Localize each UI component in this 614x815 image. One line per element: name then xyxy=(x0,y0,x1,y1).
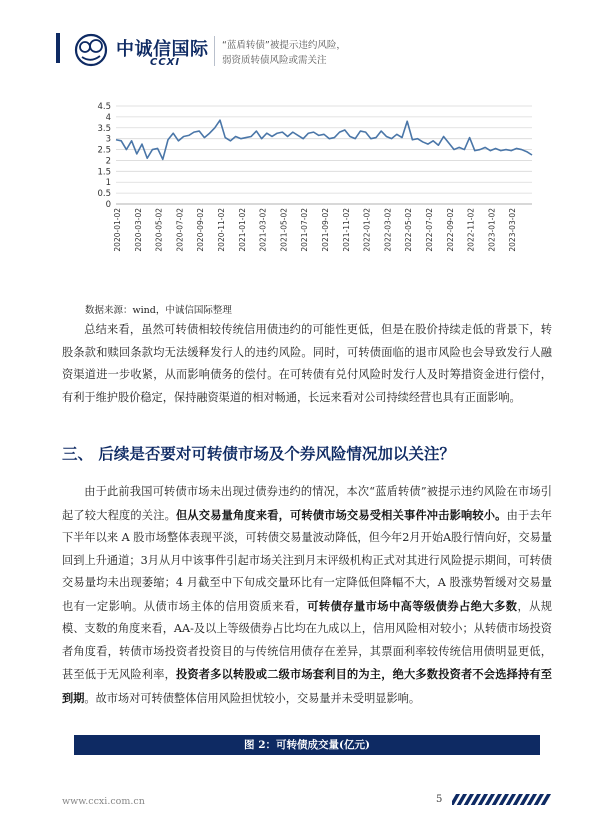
y-tick-label: 3.5 xyxy=(97,123,111,134)
line-chart xyxy=(84,96,540,311)
data-source: 数据来源：wind，中诚信国际整理 xyxy=(85,305,232,316)
x-tick-label: 2020-01-02 xyxy=(113,208,122,252)
x-tick-label: 2021-05-02 xyxy=(279,208,289,252)
analysis-bold-1: 但从交易量角度来看，可转债市场交易受相关事件冲击影响较小。 xyxy=(176,507,507,522)
footer-stripes xyxy=(452,793,554,805)
y-tick-label: 3 xyxy=(105,134,111,145)
x-tick-label: 2020-11-02 xyxy=(217,208,226,252)
figure-caption: 图 2：可转债成交量(亿元) xyxy=(74,735,540,755)
x-tick-label: 2021-07-02 xyxy=(300,208,310,252)
header-divider xyxy=(214,36,215,66)
x-tick-label: 2022-09-02 xyxy=(445,208,455,252)
analysis-text-2: 由于去年下半年以来 A 股市场整体表现平淡，可转债交易量波动降低，但今年2月开始A股行情向好，交易量回到上升通道；3月从月中该事件引起市场关注到月末评级机构正式对其进行风险提示期间，可转债交易量均未出现萎缩；4 月截至中下旬成交量环比有一定降低但降幅不大，A 股涨势暂缓对交易量也有一定影响。从债市场主体的信用资质来看， xyxy=(62,508,552,613)
x-tick-label: 2022-07-02 xyxy=(425,208,434,252)
section-title: 三、 后续是否要对可转债市场及个券风险情况加以关注？ xyxy=(62,445,455,463)
analysis-text-4: 。故市场对可转债整体信用风险担忧较小，交易量并未受明显影响。 xyxy=(84,691,421,705)
x-tick-label: 2022-03-02 xyxy=(383,208,393,252)
x-tick-label: 2021-11-02 xyxy=(341,208,351,252)
series-line xyxy=(116,120,532,159)
y-tick-label: 2.5 xyxy=(97,145,111,156)
ccxi-logo-icon xyxy=(70,30,112,70)
x-tick-label: 2021-01-02 xyxy=(237,208,247,252)
chart-svg xyxy=(84,96,540,311)
analysis-text-1: 由于此前我国可转债市场未出现过债券违约的情况，本次“蓝盾转债”被提示违约风险在市场引起了较大程度的关注。 xyxy=(62,485,552,522)
x-tick-label: 2021-03-02 xyxy=(258,208,268,252)
summary-paragraph xyxy=(62,319,552,409)
analysis-paragraph xyxy=(62,481,552,710)
x-tick-label: 2020-07-02 xyxy=(175,208,185,252)
page-header xyxy=(0,0,614,80)
footer-url: www.ccxi.com.cn xyxy=(62,796,145,807)
summary-text: 总结来看，虽然可转债相较传统信用债违约的可能性更低，但是在股价持续走低的背景下，转股条款和赎回条款均无法缓释发行人的违约风险。同时，可转债面临的退市风险也会导致发行人融资渠道进一步收紧，从而影响债务的偿付。在可转债有兑付风险时发行人及时筹措资金进行偿付，有利于维护股价稳定，保持融资渠道的相对畅通，长远来看对公司持续经营也具有正面影响。 xyxy=(62,323,552,404)
header-accent-bar xyxy=(56,33,60,63)
y-tick-label: 0 xyxy=(105,200,111,210)
x-tick-label: 2020-09-02 xyxy=(196,208,206,252)
y-tick-label: 1.5 xyxy=(97,167,111,178)
analysis-text-3: ，从规模、支数的角度来看，AA-及以上等级债券占比均在九成以上，信用风险相对较小；从转债市场投资者角度看，转债市场投资者投资目的与传统信用债存在差异，其票面利率较传统信用债明显更低，甚至低于无风险利率， xyxy=(62,599,552,681)
x-tick-label: 2022-11-02 xyxy=(466,208,476,252)
header-subtitle-line2: 弱资质转债风险或需关注 xyxy=(222,55,327,66)
analysis-bold-3: 投资者多以转股或二级市场套利目的为主，绝大多数投资者不会选择持有至到期 xyxy=(62,667,552,705)
y-tick-label: 4.5 xyxy=(97,102,111,112)
header-subtitle-line1: “蓝盾转债”被提示违约风险， xyxy=(222,40,346,51)
x-tick-label: 2020-03-02 xyxy=(133,208,143,252)
x-tick-label: 2023-01-02 xyxy=(487,208,497,252)
y-tick-label: 1 xyxy=(105,178,111,189)
header-subtitle xyxy=(222,38,346,68)
logo-text-cn: 中诚信国际 xyxy=(116,39,209,60)
logo-text-en: CCXI xyxy=(150,57,181,68)
x-tick-label: 2022-05-02 xyxy=(404,208,414,252)
y-tick-label: 0.5 xyxy=(97,189,111,200)
x-tick-label: 2022-01-02 xyxy=(362,208,372,252)
x-tick-label: 2021-09-02 xyxy=(321,208,330,252)
y-tick-label: 2 xyxy=(105,156,111,167)
analysis-bold-2: 可转债存量市场中高等级债券占绝大多数 xyxy=(307,598,518,613)
page-number: 5 xyxy=(436,794,443,805)
x-tick-label: 2020-05-02 xyxy=(154,208,164,252)
x-tick-label: 2023-03-02 xyxy=(508,208,518,252)
y-tick-label: 4 xyxy=(105,112,111,123)
